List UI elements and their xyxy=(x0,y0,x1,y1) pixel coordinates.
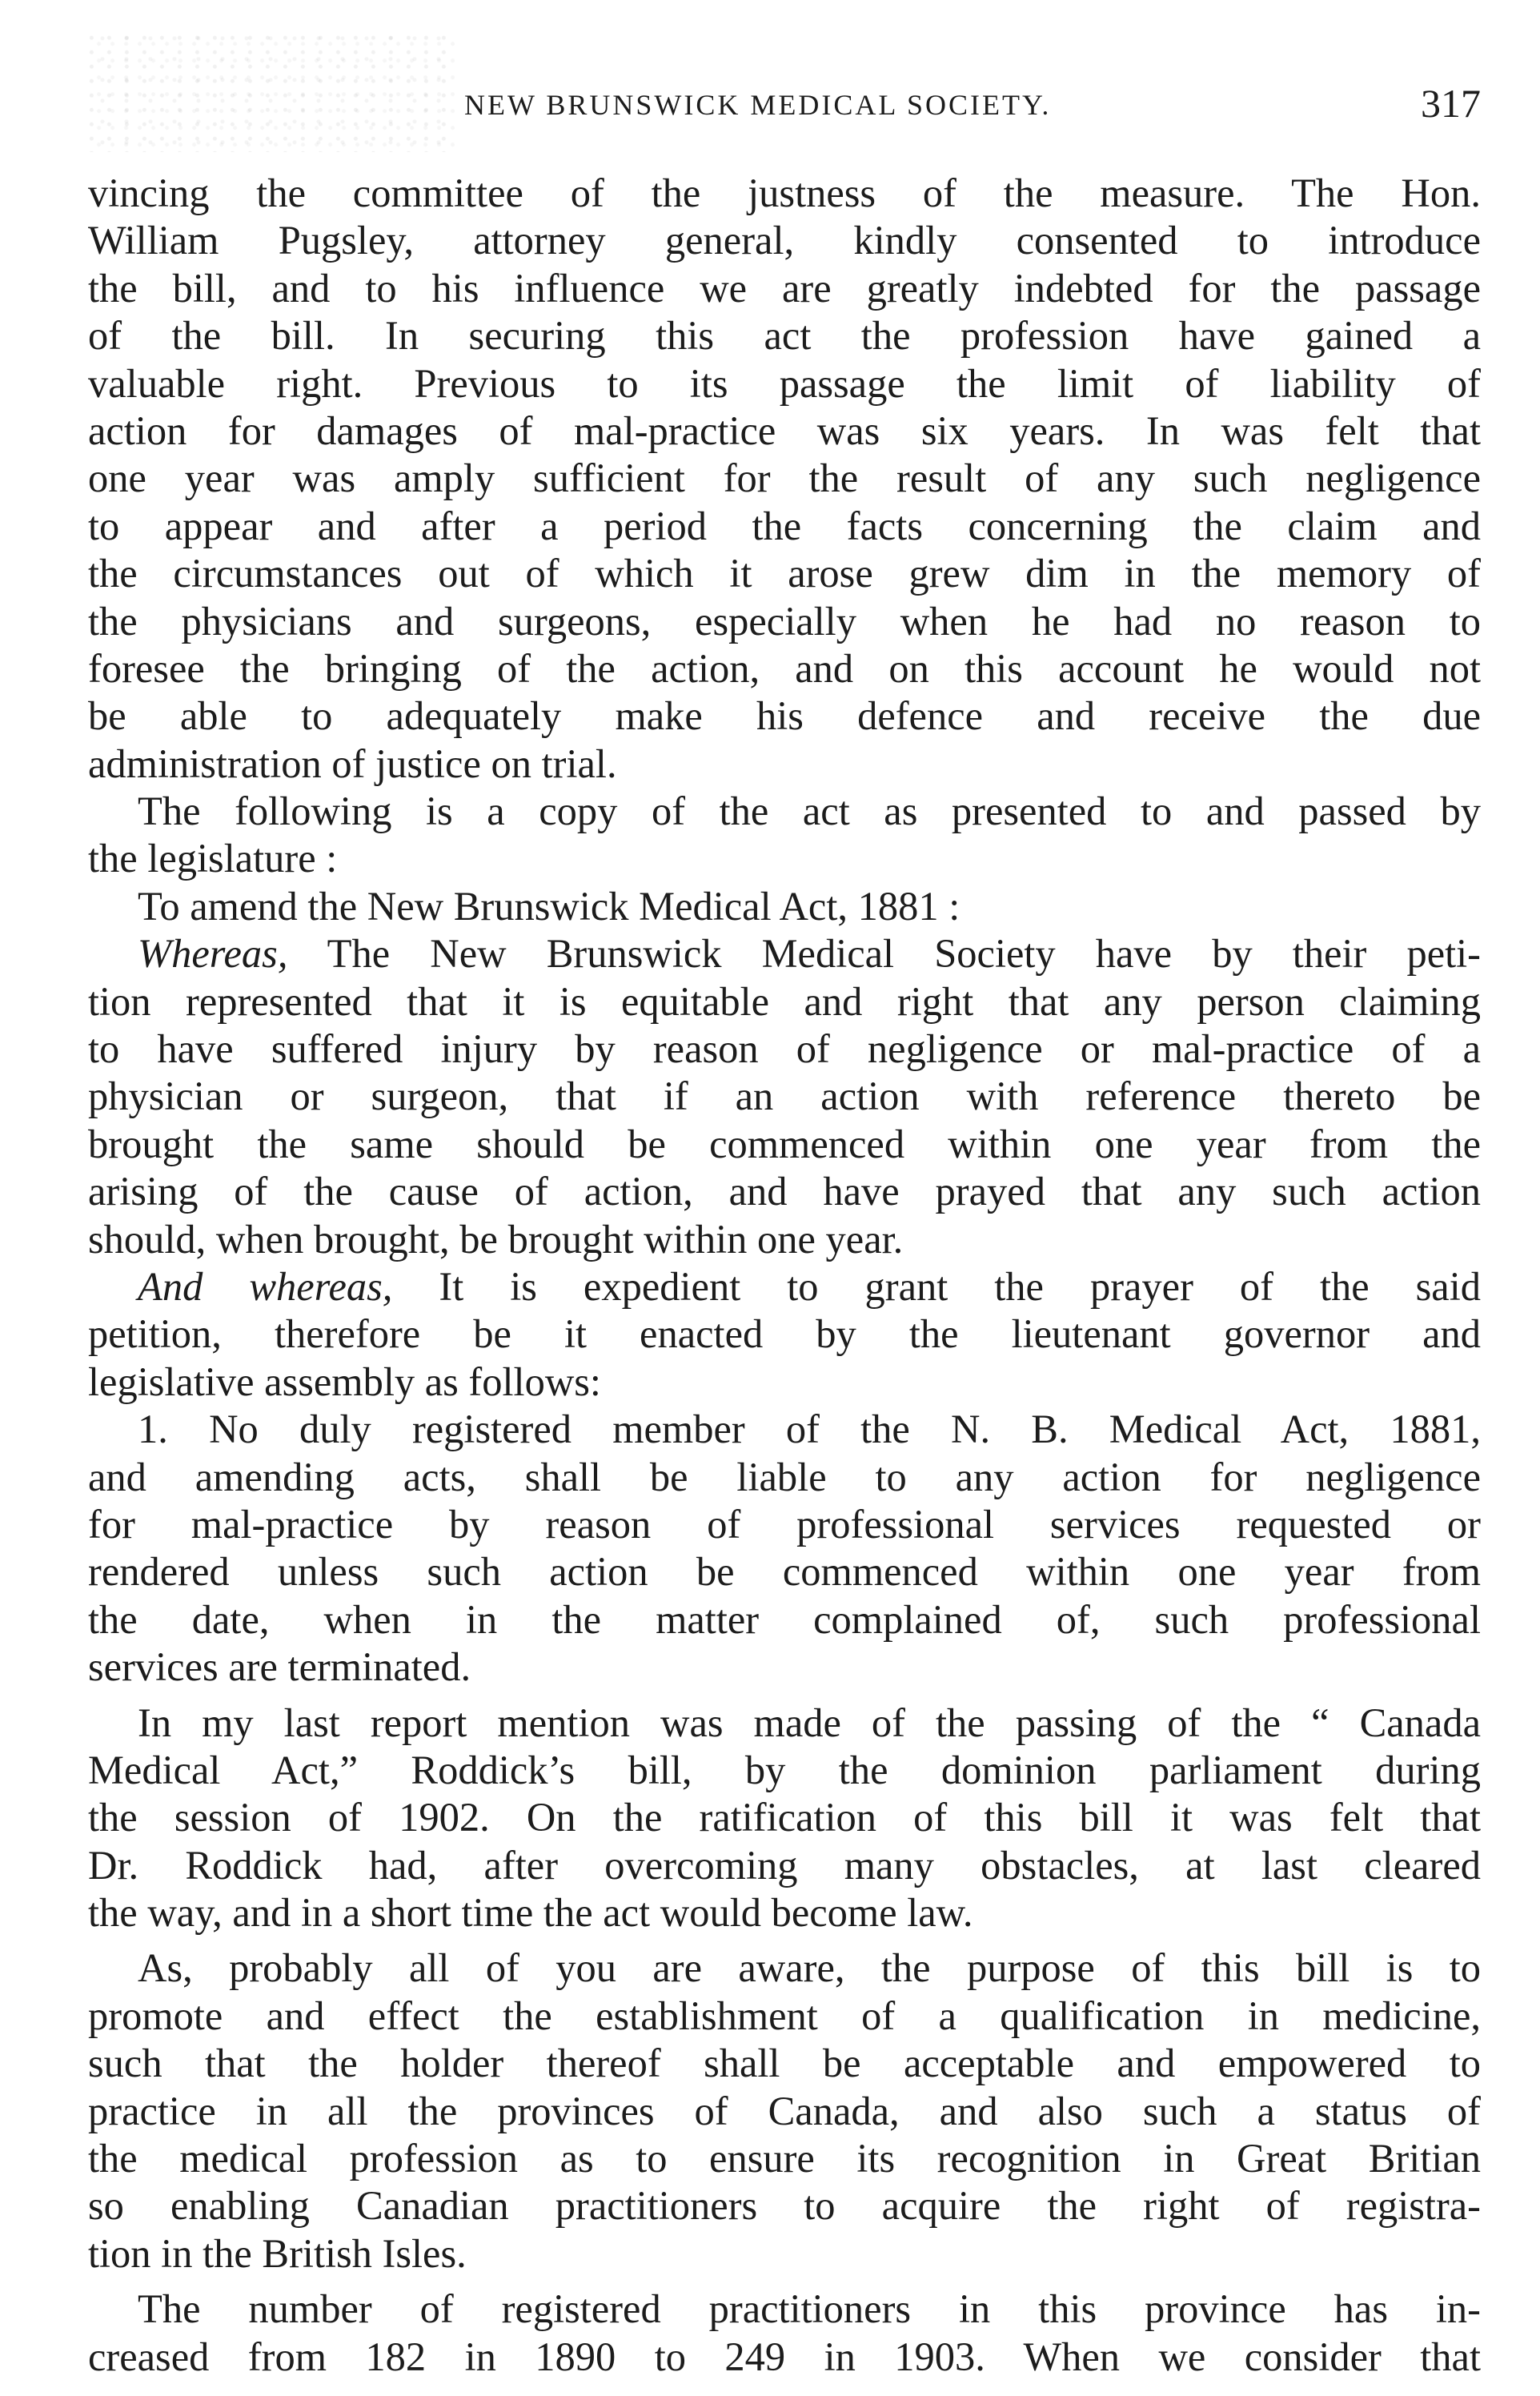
text-line: 1. No duly registered member of the N. B. Medical Act, 1881, xyxy=(138,1407,1481,1452)
text-line: creased from 182 in 1890 to 249 in 1903. When we consider that xyxy=(88,2334,1481,2379)
text-line: William Pugsley, attorney general, kindly consented to introduce xyxy=(88,218,1481,263)
text-line: to appear and after a period the facts concerning the claim and xyxy=(88,503,1481,548)
text-line: rendered unless such action be commenced within one year from xyxy=(88,1549,1481,1595)
text-line: the physicians and surgeons, especially when he had no reason to xyxy=(88,598,1481,644)
text-line: for mal-practice by reason of professional services requested or xyxy=(88,1501,1481,1547)
text-line: be able to adequately make his defence and receive the due xyxy=(88,693,1481,739)
text-line xyxy=(88,1263,1481,1310)
text-line: the session of 1902. On the ratification of this bill it was felt that xyxy=(88,1795,1481,1840)
text-line: petition, therefore be it enacted by the lieutenant governor and xyxy=(88,1311,1481,1357)
text-line: administration of justice on trial. xyxy=(88,740,617,786)
text-line: the legislature : xyxy=(88,836,338,881)
text-line: The number of registered practitioners in this province has in- xyxy=(138,2286,1481,2332)
text-line: one year was amply sufficient for the result of any such negligence xyxy=(88,456,1481,501)
text-line: arising of the cause of action, and have prayed that any such action xyxy=(88,1169,1481,1214)
text-line: legislative assembly as follows: xyxy=(88,1359,601,1404)
text-line xyxy=(88,930,1481,977)
text-line: should, when brought, be brought within one year. xyxy=(88,1216,904,1262)
text-line: As, probably all of you are aware, the purpose of this bill is to xyxy=(138,1945,1481,1991)
text-line: Medical Act,” Roddick’s bill, by the dominion parliament during xyxy=(88,1747,1481,1792)
text-line: the circumstances out of which it arose grew dim in the memory of xyxy=(88,551,1481,596)
text-line: physician or surgeon, that if an action with reference thereto be xyxy=(88,1074,1481,1119)
text-line: foresee the bringing of the action, and on this account he would not xyxy=(88,645,1481,691)
text-line: In my last report mention was made of the passing of the “ Canada xyxy=(138,1700,1481,1745)
text-line: the medical profession as to ensure its recognition in Great Britian xyxy=(88,2136,1481,2181)
running-title: NEW BRUNSWICK MEDICAL SOCIETY. xyxy=(464,89,1052,121)
text-line: brought the same should be commenced within one year from the xyxy=(88,1121,1481,1166)
text-line: valuable right. Previous to its passage the limit of liability of xyxy=(88,360,1481,406)
text-line: services are terminated. xyxy=(88,1644,471,1690)
text-line: practice in all the provinces of Canada, and also such a status of xyxy=(88,2088,1481,2133)
text-line: and amending acts, shall be liable to any action for negligence xyxy=(88,1454,1481,1499)
text-line: tion in the British Isles. xyxy=(88,2230,467,2276)
text-line: action for damages of mal-practice was six years. In was felt that xyxy=(88,407,1481,453)
text-line: the bill, and to his influence we are greatly indebted for the passage xyxy=(88,265,1481,311)
text-line: tion represented that it is equitable and right that any person claiming xyxy=(88,978,1481,1024)
text-line: such that the holder thereof shall be acceptable and empowered to xyxy=(88,2041,1481,2086)
text-line: vincing the committee of the justness of the measure. The Hon. xyxy=(88,171,1481,215)
text-line: the way, and in a short time the act would become law. xyxy=(88,1890,973,1936)
italic-lead: Whereas, xyxy=(138,931,288,977)
line-rest: It is expedient to grant the prayer of the said xyxy=(392,1263,1481,1309)
text-line: to have suffered injury by reason of negligence or mal-practice of a xyxy=(88,1026,1481,1072)
text-line: of the bill. In securing this act the profession have gained a xyxy=(88,313,1481,359)
text-line: the date, when in the matter complained of, such professional xyxy=(88,1596,1481,1642)
running-head xyxy=(88,80,1481,144)
text-line: The following is a copy of the act as presented to and passed by xyxy=(138,789,1481,834)
text-line: Dr. Roddick had, after overcoming many obstacles, at last cleared xyxy=(88,1842,1481,1888)
text-line: To amend the New Brunswick Medical Act, 1881 : xyxy=(138,883,960,929)
text-line: promote and effect the establishment of a qualification in medicine, xyxy=(88,1993,1481,2038)
line-rest: The New Brunswick Medical Society have by their peti- xyxy=(287,931,1481,977)
page-number: 317 xyxy=(1421,81,1481,126)
italic-lead: And whereas, xyxy=(138,1263,393,1309)
text-line: so enabling Canadian practitioners to acquire the right of registra- xyxy=(88,2183,1481,2229)
body-text xyxy=(88,170,1481,2381)
